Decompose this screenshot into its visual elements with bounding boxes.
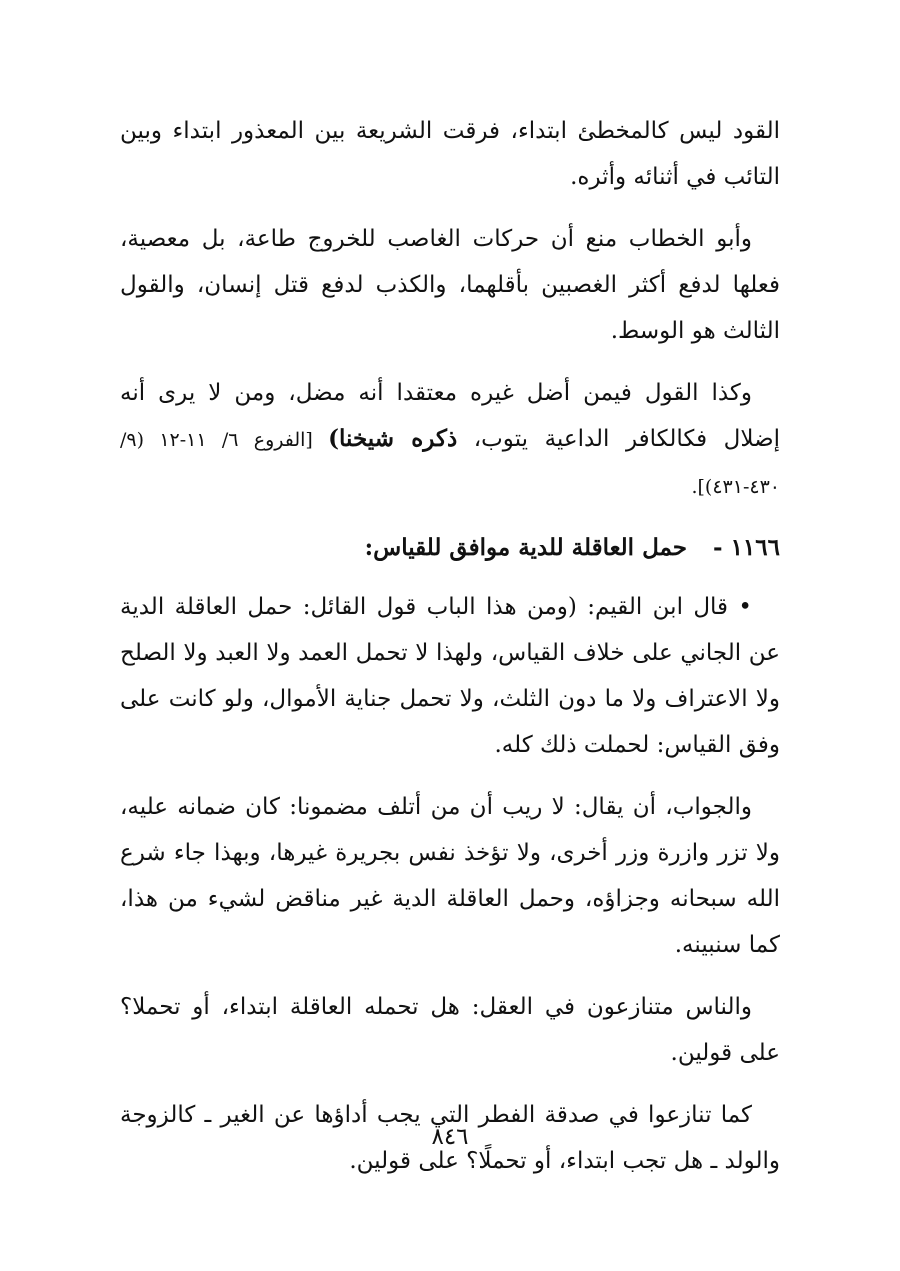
section-heading — [120, 526, 780, 570]
text-line: فكالكافر الداعية يتوب، — [457, 426, 708, 452]
paragraph — [120, 784, 780, 968]
text-line: والولد ـ هل تجب ابتداء، أو تحملًا؟ على قولين. — [349, 1148, 780, 1174]
text-line: • قال ابن القيم: (ومن هذا الباب قول القائل: حمل العاقلة الدية عن — [120, 594, 780, 666]
paragraph — [120, 216, 780, 354]
text-line: على قولين. — [670, 1040, 780, 1066]
text-line: فعلها لدفع أكثر الغصبين بأقلهما، والكذب لدفع قتل إنسان، والقول الثالث — [120, 272, 780, 344]
section-title: حمل العاقلة للدية موافق للقياس: — [364, 534, 688, 561]
text-line: وأبو الخطاب منع أن حركات الغاصب للخروج طاعة، بل معصية، — [120, 226, 752, 252]
text-line: القود ليس كالمخطئ ابتداء، فرقت الشريعة بين المعذور ابتداء وبين التائب — [120, 118, 780, 190]
text-line: كما تنازعوا في صدقة الفطر التي يجب أداؤها عن الغير ـ كالزوجة — [120, 1102, 752, 1128]
text-line: وكذا القول فيمن أضل غيره معتقدا أنه مضل، ومن لا يرى أنه إضلال — [120, 380, 780, 452]
text-line: الله سبحانه وجزاؤه، وحمل العاقلة الدية غير مناقض لشيء من هذا، كما — [120, 886, 780, 958]
page-number: ٨٤٦ — [431, 1124, 469, 1150]
text-line: والناس متنازعون في العقل: هل تحمله العاقلة ابتداء، أو تحملا؟ — [120, 994, 752, 1020]
text-line: الجاني على خلاف القياس، ولهذا لا تحمل العمد ولا العبد ولا الصلح — [120, 640, 742, 666]
paragraph — [120, 984, 780, 1076]
bold-attribution: ذكره شيخنا) — [328, 425, 458, 452]
text-line: في أثنائه وأثره. — [570, 164, 717, 190]
text-line: ولا الاعتراف ولا ما دون الثلث، ولا تحمل جناية الأموال، ولو كانت على — [120, 686, 780, 712]
paragraph — [120, 370, 780, 510]
text-line: ولا تزر وازرة وزر أخرى، ولا تؤخذ نفس بجريرة غيرها، وبهذا جاء شرع — [120, 840, 780, 866]
reference-citation: [الفروع ٦/ ١١-١٢ (٩/ ٤٣٠-٤٣١)]. — [120, 429, 780, 498]
text-line: والجواب، أن يقال: لا ريب أن من أتلف مضمونا: كان ضمانه عليه، — [120, 794, 752, 820]
paragraph — [120, 108, 780, 200]
section-number: ١١٦٦ - — [713, 534, 780, 561]
paragraph — [120, 584, 780, 768]
text-line: وفق القياس: لحملت ذلك كله. — [494, 732, 780, 758]
text-line: هو الوسط. — [610, 318, 716, 344]
text-line: سنبينه. — [674, 932, 742, 958]
document-page — [120, 108, 780, 1200]
